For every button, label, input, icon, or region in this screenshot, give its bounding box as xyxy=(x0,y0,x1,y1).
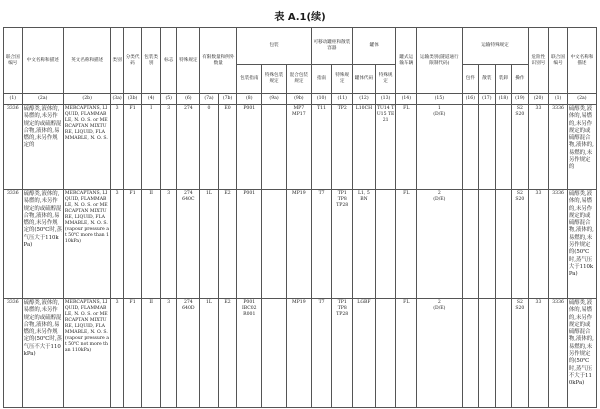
cell-un-no: 3336 xyxy=(4,190,23,299)
cell-transport-category: 1 (D/E) xyxy=(417,105,462,190)
cell-class: 3 xyxy=(111,190,123,299)
cell-tank-code: L10CH xyxy=(353,105,376,190)
cell-limited-qty: 1L xyxy=(200,299,219,408)
col-packing-group: 包装类别 xyxy=(142,28,161,94)
dangerous-goods-table xyxy=(3,27,597,408)
cell-ts-packages xyxy=(462,105,479,190)
cell-pt-instruction: T7 xyxy=(311,299,332,408)
cell-ts-operation: S2 S20 xyxy=(512,105,529,190)
col-special-provisions: 特殊规定 xyxy=(177,28,200,94)
cell-cn-name-right: 硫醇类,液体的,易燃的,未另作规定的或硫醇混合物,液体的,易燃的,未另作规定的(50℃时,蒸气压大于110kPa) xyxy=(567,190,596,299)
cell-un-no-right: 3336 xyxy=(549,105,568,190)
cell-ts-bulk xyxy=(479,190,496,299)
cell-pkg-instruction: P001 IBC02 R001 xyxy=(237,299,262,408)
col-tank-special: 特殊规定 xyxy=(375,65,396,94)
col-packaging: 包装 xyxy=(237,28,311,65)
cell-classification-code: F1 xyxy=(123,299,142,408)
cell-ts-packages xyxy=(462,299,479,408)
cell-special-provisions: 274 xyxy=(177,105,200,190)
cell-classification-code: F1 xyxy=(123,105,142,190)
col-code: (2b) xyxy=(63,94,111,105)
col-code: (8) xyxy=(237,94,262,105)
cell-packing-group: II xyxy=(142,190,161,299)
cell-en-name: MERCAPTANS, LIQUID, FLAMMABLE, N. O. S. or MERCAPTAN MIXTURE, LIQUID, FLAMMABLE, N. O. S. xyxy=(63,105,111,190)
cell-transport-category: 2 (D/E) xyxy=(417,299,462,408)
col-code: (9b) xyxy=(286,94,311,105)
col-en-name: 英文名称和描述 xyxy=(63,28,111,94)
col-tank: 罐体 xyxy=(353,28,396,65)
cell-cn-name: 硫醇类,液体的,易燃的,未另作规定的或硫醇混合物,液体的,易燃的,未另作规定的(50℃时,蒸气压不大于110kPa) xyxy=(22,299,63,408)
cell-mixed-packing: MP19 xyxy=(286,299,311,408)
col-code: (6) xyxy=(177,94,200,105)
cell-class: 3 xyxy=(111,105,123,190)
col-code: (4) xyxy=(142,94,161,105)
cell-cn-name-right: 硫醇类,液体的,易燃的,未另作规定的或硫醇混合物,液体的,易燃的,未另作规定的(50℃时,蒸气压不大于110kPa) xyxy=(567,299,596,408)
cell-labels: 3 xyxy=(160,190,177,299)
table-title: 表 A.1(续) xyxy=(274,12,326,23)
cell-pkg-special xyxy=(262,105,287,190)
col-code: (14) xyxy=(396,94,417,105)
col-code: (17) xyxy=(479,94,496,105)
col-ts-packages: 包件 xyxy=(462,65,479,94)
col-mixed-packing: 混合包装规定 xyxy=(286,65,311,94)
col-pkg-instruction: 包装指南 xyxy=(237,65,262,94)
cell-cn-name: 硫醇类,液体的,易燃的,未另作规定的或硫醇混合物,液体的,易燃的,未另作规定的 xyxy=(22,105,63,190)
col-vehicle: 罐式运输车辆 xyxy=(396,28,417,94)
cell-pt-instruction: T7 xyxy=(311,190,332,299)
col-ts-bulk: 散装 xyxy=(479,65,496,94)
col-code: (15) xyxy=(417,94,462,105)
cell-special-provisions: 274 640C xyxy=(177,190,200,299)
cell-labels: 3 xyxy=(160,299,177,408)
cell-ts-packages xyxy=(462,190,479,299)
col-code: (2a) xyxy=(22,94,63,105)
col-pkg-special: 特殊包装规定 xyxy=(262,65,287,94)
cell-tank-special xyxy=(375,299,396,408)
cell-pt-special: TP2 xyxy=(332,105,353,190)
col-pt-instruction: 指南 xyxy=(311,65,332,94)
col-un-no: 联合国编号 xyxy=(4,28,23,94)
col-code: (9a) xyxy=(262,94,287,105)
cell-vehicle: FL xyxy=(396,299,417,408)
col-code: (1) xyxy=(549,94,568,105)
col-code: (1) xyxy=(4,94,23,105)
cell-cn-name: 硫醇类,液体的,易燃的,未另作规定的或硫醇混合物,液体的,易燃的,未另作规定的(50℃时,蒸气压大于110kPa) xyxy=(22,190,63,299)
col-ts-loading: 装卸 xyxy=(495,65,512,94)
col-code: (20) xyxy=(528,94,549,105)
cell-un-no-right: 3336 xyxy=(549,190,568,299)
col-code: (10) xyxy=(311,94,332,105)
cell-ts-loading xyxy=(495,105,512,190)
col-code: (5) xyxy=(160,94,177,105)
cell-excepted-qty: E2 xyxy=(218,190,237,299)
cell-pkg-special xyxy=(262,190,287,299)
cell-mixed-packing: MP7 MP17 xyxy=(286,105,311,190)
cell-labels: 3 xyxy=(160,105,177,190)
cell-en-name: MERCAPTANS, LIQUID, FLAMMABLE, N. O. S. or MERCAPTAN MIXTURE, LIQUID, FLAMMABLE, N. O. S. (vapour pressure at 50℃ not more than 110kPa) xyxy=(63,299,111,408)
cell-pkg-instruction: P001 xyxy=(237,190,262,299)
cell-un-no: 3336 xyxy=(4,299,23,408)
col-code: (18) xyxy=(495,94,512,105)
cell-limited-qty: 1L xyxy=(200,190,219,299)
col-pt-special: 特殊规定 xyxy=(332,65,353,94)
cell-pkg-special xyxy=(262,299,287,408)
cell-hazard-id: 33 xyxy=(528,105,549,190)
col-code: (3a) xyxy=(111,94,123,105)
cell-ts-loading xyxy=(495,299,512,408)
cell-pt-special: TP1 TP8 TP28 xyxy=(332,190,353,299)
cell-tank-special: TU14 TU15 TE21 xyxy=(375,105,396,190)
col-cn-name-right: 中文名称和描述 xyxy=(567,28,596,94)
cell-un-no: 3336 xyxy=(4,105,23,190)
col-code: (12) xyxy=(353,94,376,105)
cell-limited-qty: 0 xyxy=(200,105,219,190)
col-code: (13) xyxy=(375,94,396,105)
table-row xyxy=(4,190,597,299)
cell-ts-bulk xyxy=(479,105,496,190)
table-body xyxy=(4,105,597,408)
cell-tank-code: L1, 5 BN xyxy=(353,190,376,299)
col-cn-name: 中文名称和描述 xyxy=(22,28,63,94)
cell-excepted-qty: E0 xyxy=(218,105,237,190)
col-classification-code: 分类代码 xyxy=(123,28,142,94)
cell-pkg-instruction: P001 xyxy=(237,105,262,190)
col-ts-operation: 操作 xyxy=(512,65,529,94)
col-hazard-id: 危险性识别号 xyxy=(528,28,549,94)
cell-pt-special: TP1 TP8 TP28 xyxy=(332,299,353,408)
cell-vehicle: FL xyxy=(396,105,417,190)
cell-ts-loading xyxy=(495,190,512,299)
cell-pt-instruction: T11 xyxy=(311,105,332,190)
col-transport-category: 运输类别(隧道通行限制代码) xyxy=(417,28,462,94)
cell-hazard-id: 33 xyxy=(528,299,549,408)
col-code: (16) xyxy=(462,94,479,105)
cell-en-name: MERCAPTANS, LIQUID, FLAMMABLE, N. O. S. or MERCAPTAN MIXTURE, LIQUID, FLAMMABLE, N. O. S. (vapour pressure at 50℃ more than 110kPa) xyxy=(63,190,111,299)
cell-tank-code: LGBF xyxy=(353,299,376,408)
cell-vehicle: FL xyxy=(396,190,417,299)
cell-classification-code: F1 xyxy=(123,190,142,299)
cell-ts-operation: S2 S20 xyxy=(512,299,529,408)
cell-tank-special xyxy=(375,190,396,299)
cell-hazard-id: 33 xyxy=(528,190,549,299)
col-transport-special: 运输特殊规定 xyxy=(462,28,528,65)
table-row xyxy=(4,105,597,190)
col-code: (7b) xyxy=(218,94,237,105)
cell-mixed-packing: MP19 xyxy=(286,190,311,299)
col-code: (11) xyxy=(332,94,353,105)
col-labels: 标志 xyxy=(160,28,177,94)
cell-special-provisions: 274 640D xyxy=(177,299,200,408)
cell-ts-operation: S2 S20 xyxy=(512,190,529,299)
table-header xyxy=(4,28,597,105)
cell-packing-group: I xyxy=(142,105,161,190)
cell-excepted-qty: E2 xyxy=(218,299,237,408)
col-code: (19) xyxy=(512,94,529,105)
col-portable-tank: 可移动罐柜和散装容器 xyxy=(311,28,352,65)
col-code: (7a) xyxy=(200,94,219,105)
col-un-no-right: 联合国编号 xyxy=(549,28,568,94)
table-row xyxy=(4,299,597,408)
cell-un-no-right: 3336 xyxy=(549,299,568,408)
cell-ts-bulk xyxy=(479,299,496,408)
col-class: 类别 xyxy=(111,28,123,94)
col-code: (2a) xyxy=(567,94,596,105)
cell-class: 3 xyxy=(111,299,123,408)
col-limited-qty: 有限数量和例外数量 xyxy=(200,28,237,94)
cell-packing-group: II xyxy=(142,299,161,408)
col-code: (3b) xyxy=(123,94,142,105)
cell-transport-category: 2 (D/E) xyxy=(417,190,462,299)
col-tank-code: 罐体代码 xyxy=(353,65,376,94)
cell-cn-name-right: 硫醇类,液体的,易燃的,未另作规定的或硫醇混合物,液体的,易燃的,未另作规定的 xyxy=(567,105,596,190)
